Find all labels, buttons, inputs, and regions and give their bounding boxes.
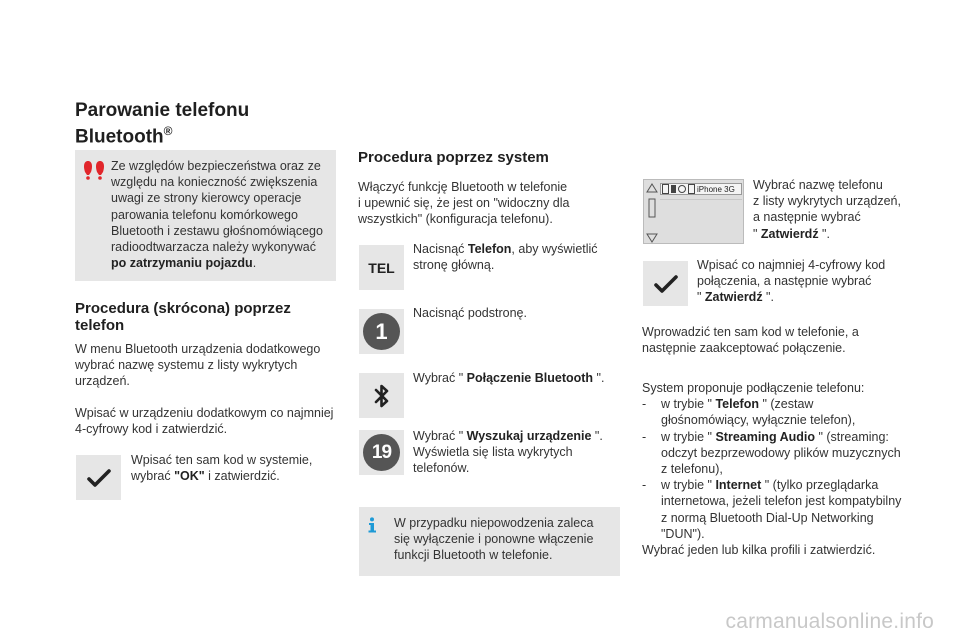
system-procedure-heading: Procedura poprzez system <box>358 149 549 166</box>
title-bluetooth: Bluetooth <box>75 126 164 148</box>
text-line <box>661 477 932 493</box>
code-text <box>697 257 927 306</box>
text-line: wybrać nazwę systemu z listy wykrytych <box>75 358 298 373</box>
text-line: W przypadku niepowodzenia zaleca <box>394 516 594 530</box>
bluetooth-connection-label: Połączenie Bluetooth <box>466 371 594 385</box>
text-pre: " <box>697 290 705 305</box>
text-line: internetowa, jeżeli telefon jest kompatybilny <box>661 494 902 509</box>
short-procedure-heading <box>75 300 291 334</box>
confirm-label: Zatwierdź <box>760 226 819 241</box>
short-paragraph-2 <box>75 405 345 437</box>
device-list-item[interactable] <box>660 183 742 195</box>
text-line: "DUN"). <box>661 526 705 541</box>
text-pre: w trybie " <box>661 478 716 493</box>
text-line <box>413 241 613 257</box>
warning-end: . <box>252 256 257 271</box>
profiles-section <box>642 380 932 558</box>
text-line: Włączyć funkcję Bluetooth w telefonie <box>358 180 568 194</box>
text-post: ". <box>762 290 774 305</box>
text-line: telefonów. <box>413 461 470 476</box>
text-line: z listy wykrytych urządzeń, <box>753 194 901 209</box>
title-line1: Parowanie telefonu <box>75 100 250 121</box>
text-pre: wybrać <box>131 469 175 484</box>
text-line: z normą Bluetooth Dial-Up Networking <box>661 510 874 525</box>
text-line: się wyłączenie i ponowne włączenie <box>394 532 594 547</box>
scrollbar <box>646 183 658 243</box>
text-line: funkcji Bluetooth w telefonie. <box>394 548 553 563</box>
number-one-button <box>359 309 404 354</box>
one-step-text: Nacisnąć podstronę. <box>413 306 527 320</box>
text-line: stronę główną. <box>413 258 495 273</box>
short-heading-line2: telefon <box>75 317 125 334</box>
list-dash: - <box>642 397 647 412</box>
warning-bold: po zatrzymaniu pojazdu <box>111 256 253 271</box>
text-post: " (streaming: <box>815 429 889 444</box>
warning-line: względu na konieczność zwiększenia <box>111 175 318 190</box>
text-line: głośnomówiący, wyłącznie telefon), <box>661 413 856 428</box>
audio-icon <box>671 185 676 193</box>
text-line: Wybrać nazwę telefonu <box>753 178 883 192</box>
text-line: z telefonu), <box>661 462 723 477</box>
text-line: Wpisać ten sam kod w systemie, <box>131 453 313 467</box>
confirm-label: Zatwierdź <box>704 290 763 305</box>
text-post: ". <box>593 371 605 385</box>
warning-line: Bluetooth i zestawu głośnomówiącego <box>111 223 323 238</box>
text-post: ". <box>591 429 603 443</box>
warning-line: radioodtwarzacza należy wykonywać <box>111 240 316 255</box>
device-name: iPhone 3G <box>697 184 735 194</box>
choose-phone-text <box>753 177 923 242</box>
bt-step-text <box>413 370 604 386</box>
text-line <box>131 468 341 484</box>
system-intro <box>358 179 608 228</box>
warning-icon <box>82 160 106 185</box>
ok-label: "OK" <box>174 469 205 484</box>
warning-line: parowania telefonu komórkowego <box>111 207 298 222</box>
bluetooth-button <box>359 373 404 418</box>
text-pre: Nacisnąć <box>413 242 468 256</box>
search-step-text <box>413 428 613 477</box>
text-line: 4-cyfrowy kod i zatwierdzić. <box>75 422 228 437</box>
page-title <box>75 101 249 147</box>
text-line: odczyt bezprzewodowy plików muzycznych <box>661 445 901 460</box>
tel-step-text <box>413 241 613 273</box>
check-button-code <box>643 261 688 306</box>
text-line: Wybrać jeden lub kilka profili i zatwierdzić. <box>642 543 876 558</box>
text-line: następnie zaakceptować połączenie. <box>642 341 846 356</box>
text-post: " (tylko przeglądarka <box>761 478 879 493</box>
number-nineteen-button <box>359 430 404 475</box>
device-list-empty <box>660 199 742 242</box>
text-line: Wpisać co najmniej 4-cyfrowy kod <box>697 258 886 272</box>
phone-icon <box>662 184 669 194</box>
title-line2 <box>75 121 249 147</box>
check-button-short <box>76 455 121 500</box>
list-item-streaming <box>642 429 932 478</box>
short-step-text <box>131 452 341 484</box>
list-dash: - <box>642 478 647 493</box>
tel-button <box>359 245 404 290</box>
text-line: urządzeń. <box>75 374 130 389</box>
internet-icon <box>678 185 686 193</box>
same-code-text <box>642 324 922 356</box>
list-item-internet <box>642 477 932 542</box>
warning-text <box>111 158 333 271</box>
text-pre: Wybrać " <box>413 371 467 385</box>
info-icon <box>365 517 379 538</box>
text-line: W menu Bluetooth urządzenia dodatkowego <box>75 342 321 356</box>
mode-label: Telefon <box>715 397 759 412</box>
warning-line: Ze względów bezpieczeństwa oraz ze <box>111 159 321 173</box>
registered-mark: ® <box>163 124 173 138</box>
short-paragraph-1 <box>75 341 345 390</box>
text-line: Wprowadzić ten sam kod w telefonie, a <box>642 325 859 339</box>
text-pre: w trybie " <box>661 429 716 444</box>
text-line: wszystkich" (konfiguracja telefonu). <box>358 212 553 227</box>
telefon-label: Telefon <box>467 242 512 256</box>
check-icon <box>654 274 678 294</box>
list-dash: - <box>642 429 647 444</box>
text-line <box>413 428 613 444</box>
warning-line: uwagi ze strony kierowcy operacje <box>111 191 302 206</box>
text-line: Wyświetla się lista wykrytych <box>413 445 573 460</box>
text-pre: w trybie " <box>661 397 716 412</box>
text-line: Wpisać w urządzeniu dodatkowym co najmniej <box>75 406 334 420</box>
text-line: i upewnić się, że jest on "widoczny dla <box>358 196 570 211</box>
text-post: i zatwierdzić. <box>204 469 280 484</box>
number-one-badge: 1 <box>363 313 400 350</box>
text-pre: " <box>753 226 761 241</box>
search-device-label: Wyszukaj urządzenie <box>466 429 592 443</box>
text-line: połączenia, a następnie wybrać <box>697 274 872 289</box>
text-post: " (zestaw <box>758 397 814 412</box>
warning-line-bold <box>111 255 333 271</box>
list-item-phone <box>642 396 932 428</box>
mode-label: Streaming Audio <box>715 429 815 444</box>
text-line <box>753 226 923 242</box>
text-line <box>697 289 927 305</box>
bluetooth-icon <box>373 383 391 409</box>
short-heading-line1: Procedura (skrócona) poprzez <box>75 300 291 317</box>
text-post: , aby wyświetlić <box>511 242 598 256</box>
tel-label: TEL <box>368 259 395 276</box>
text-post: ". <box>818 226 830 241</box>
device-icon <box>688 184 695 194</box>
text-line: System proponuje podłączenie telefonu: <box>642 381 865 395</box>
text-line: a następnie wybrać <box>753 210 861 225</box>
text-pre: Wybrać " <box>413 429 467 443</box>
watermark: carmanualsonline.info <box>725 610 934 633</box>
device-list-screen <box>643 179 744 244</box>
mode-label: Internet <box>715 478 762 493</box>
number-nineteen-badge: 19 <box>363 434 400 471</box>
info-text <box>394 515 616 564</box>
text-line <box>661 396 932 412</box>
check-icon <box>87 468 111 488</box>
text-line <box>661 429 932 445</box>
